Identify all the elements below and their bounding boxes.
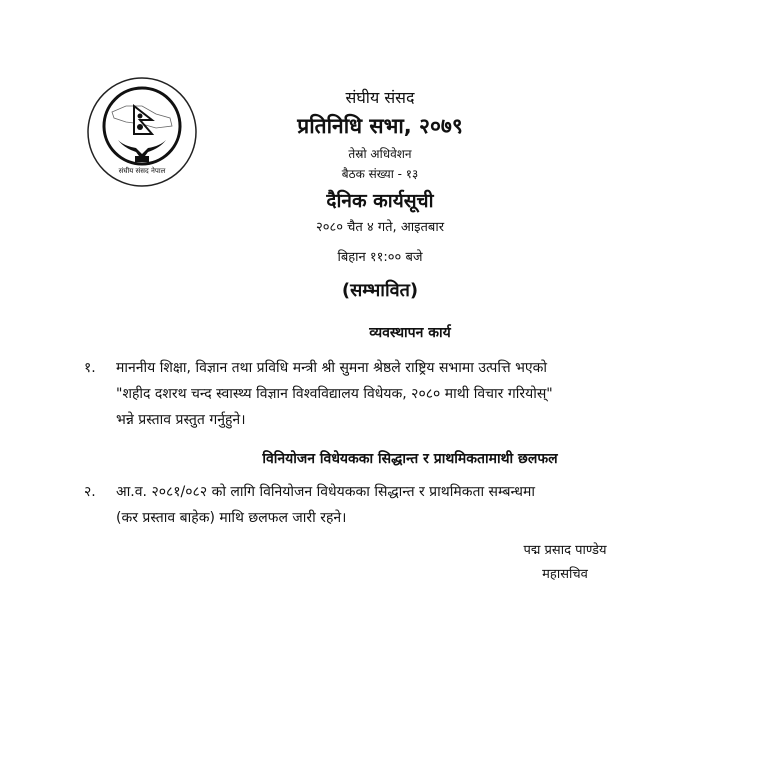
- agenda-item-number: १.: [84, 360, 96, 376]
- agenda-item-line: (कर प्रस्ताव बाहेक) माथि छलफल जारी रहने।: [116, 510, 347, 526]
- agenda-item-text: [116, 355, 662, 433]
- section-title-appropriation-discussion: विनियोजन विधेयकका सिद्धान्त र प्राथमिकतामाथी छलफल: [262, 451, 558, 467]
- section-title-legislative-business: व्यवस्थापन कार्य: [369, 325, 451, 341]
- agenda-item-text: [116, 479, 662, 531]
- header-line-tentative: (सम्भावित): [341, 280, 419, 301]
- header-line-session: तेस्रो अधिवेशन: [348, 147, 412, 161]
- agenda-item-line: भन्ने प्रस्ताव प्रस्तुत गर्नुहुने।: [116, 412, 246, 428]
- page-title: दैनिक कार्यसूची: [326, 190, 434, 212]
- header-line-meeting-number: बैठक संख्या - १३: [341, 167, 419, 181]
- agenda-item-number: २.: [84, 484, 96, 500]
- parliament-emblem-icon: [86, 76, 198, 188]
- header-line-time: बिहान ११:०० बजे: [337, 250, 423, 265]
- agenda-item-line: माननीय शिक्षा, विज्ञान तथा प्रविधि मन्त्री श्री सुमना श्रेष्ठले राष्ट्रिय सभामा उत्पत्ति भएको: [116, 360, 548, 376]
- header-line-house: प्रतिनिधि सभा, २०७९: [297, 114, 463, 138]
- header-line-date: २०८० चैत ४ गते, आइतबार: [315, 220, 445, 235]
- header-line-federal-parliament: संघीय संसद: [345, 88, 415, 107]
- signatory-title: महासचिव: [542, 567, 588, 582]
- signatory-name: पद्म प्रसाद पाण्डेय: [523, 543, 607, 558]
- emblem-caption: संघीय संसद नेपाल: [118, 167, 166, 175]
- agenda-item-line: "शहीद दशरथ चन्द स्वास्थ्य विज्ञान विश्वविद्यालय विधेयक, २०८० माथी विचार गरियोस्": [116, 386, 553, 402]
- agenda-item-line: आ.व. २०८१/०८२ को लागि विनियोजन विधेयकका सिद्धान्त र प्राथमिकता सम्बन्धमा: [116, 484, 536, 500]
